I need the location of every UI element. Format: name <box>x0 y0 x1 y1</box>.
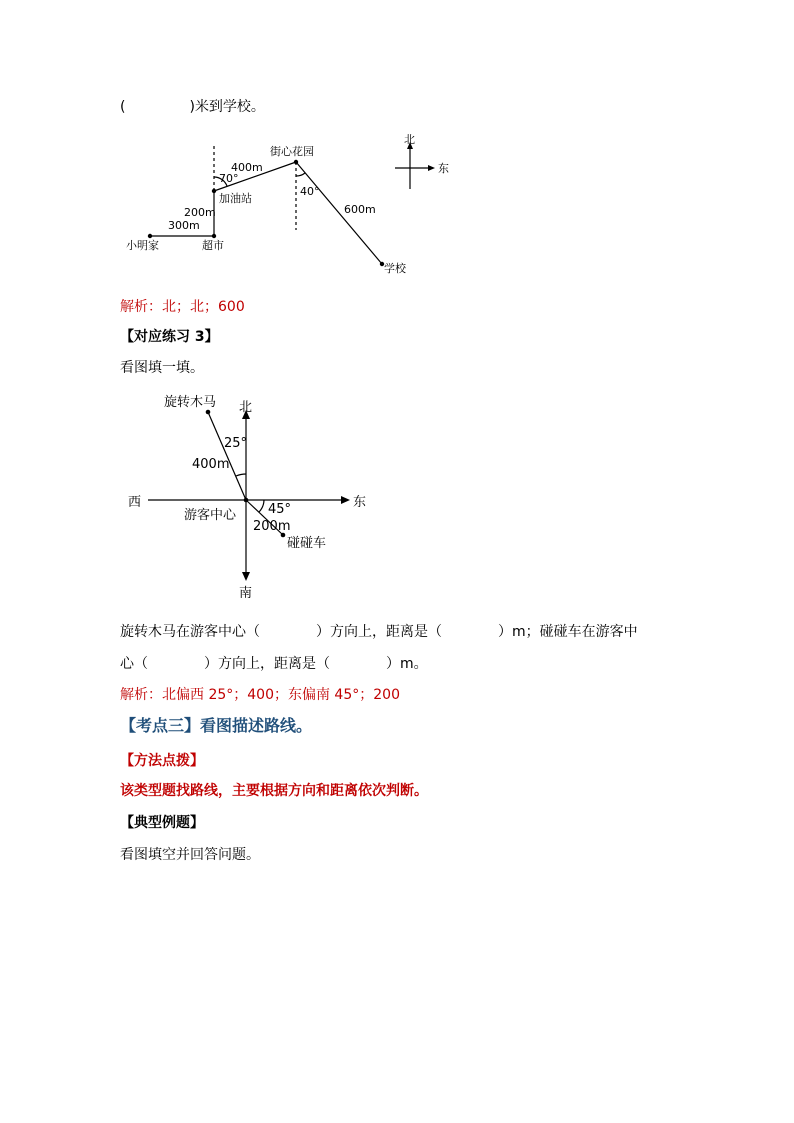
direction-map-diagram <box>120 388 380 608</box>
kaodian-3-heading: 【考点三】看图描述路线。 <box>120 716 313 735</box>
center-label: 游客中心 <box>184 508 237 523</box>
carousel-line <box>208 412 246 500</box>
distance-600: 600m <box>344 203 376 216</box>
line-text: 米到学校。 <box>194 99 265 115</box>
angle-45-label: 45° <box>268 502 292 517</box>
carousel-point <box>206 410 211 415</box>
distance-400-label: 400m <box>192 457 230 472</box>
distance-200: 200m <box>184 206 216 219</box>
close-paren: ) <box>189 99 195 115</box>
q2-part2: ）方向上，距离是（ <box>204 656 330 672</box>
angle-45-arc <box>259 500 264 512</box>
open-paren: ( <box>120 99 126 115</box>
bumper-label: 碰碰车 <box>287 536 327 551</box>
north-label: 北 <box>239 400 253 415</box>
south-label: 南 <box>239 586 253 601</box>
analysis-2: 解析：北偏西 25°；400；东偏南 45°；200 <box>120 687 400 703</box>
school-label: 学校 <box>384 262 406 275</box>
q1-part2: ）方向上，距离是（ <box>316 624 442 640</box>
example-title: 【典型例题】 <box>120 815 204 831</box>
east-label: 东 <box>353 495 367 510</box>
market-point <box>212 234 216 238</box>
example-instruction: 看图填空并回答问题。 <box>120 847 260 863</box>
center-point <box>244 498 249 503</box>
method-text: 该类型题找路线，主要根据方向和距离依次判断。 <box>120 783 428 799</box>
answer-line-school <box>120 96 265 116</box>
angle-40-label: 40° <box>300 185 320 198</box>
carousel-label: 旋转木马 <box>164 395 217 410</box>
distance-300: 300m <box>168 219 200 232</box>
analysis-1: 解析：北；北；600 <box>120 299 245 315</box>
angle-25-label: 25° <box>224 436 248 451</box>
compass-north-label: 北 <box>404 133 415 146</box>
q2-part3: ）m。 <box>386 656 428 672</box>
garden-label: 街心花园 <box>270 145 314 158</box>
angle-25-arc <box>236 474 246 476</box>
gas-label: 加油站 <box>219 192 252 205</box>
gas-point <box>212 189 216 193</box>
q1-part3: ）m；碰碰车在游客中 <box>498 624 638 640</box>
practice-3-instruction: 看图填一填。 <box>120 360 204 376</box>
question-line-2 <box>120 653 428 673</box>
question-line-1 <box>120 621 638 641</box>
q2-part1: 心（ <box>120 656 148 672</box>
supermarket-label: 超市 <box>202 239 224 252</box>
east-arrow <box>341 496 350 504</box>
angle-40-arc <box>296 173 305 176</box>
route-map-diagram <box>110 125 470 285</box>
angle-70-label: 70° <box>219 172 239 185</box>
method-title: 【方法点拨】 <box>120 753 204 769</box>
south-arrow <box>242 572 250 581</box>
home-label: 小明家 <box>126 239 159 252</box>
q1-part1: 旋转木马在游客中心（ <box>120 624 260 640</box>
compass-east-label: 东 <box>438 162 449 175</box>
garden-point <box>294 160 298 164</box>
practice-3-title: 【对应练习 3】 <box>120 329 219 345</box>
compass-east-arrow <box>428 165 435 171</box>
west-label: 西 <box>128 495 142 510</box>
distance-200-label: 200m <box>253 519 291 534</box>
home-point <box>148 234 152 238</box>
distance-400: 400m <box>231 161 263 174</box>
